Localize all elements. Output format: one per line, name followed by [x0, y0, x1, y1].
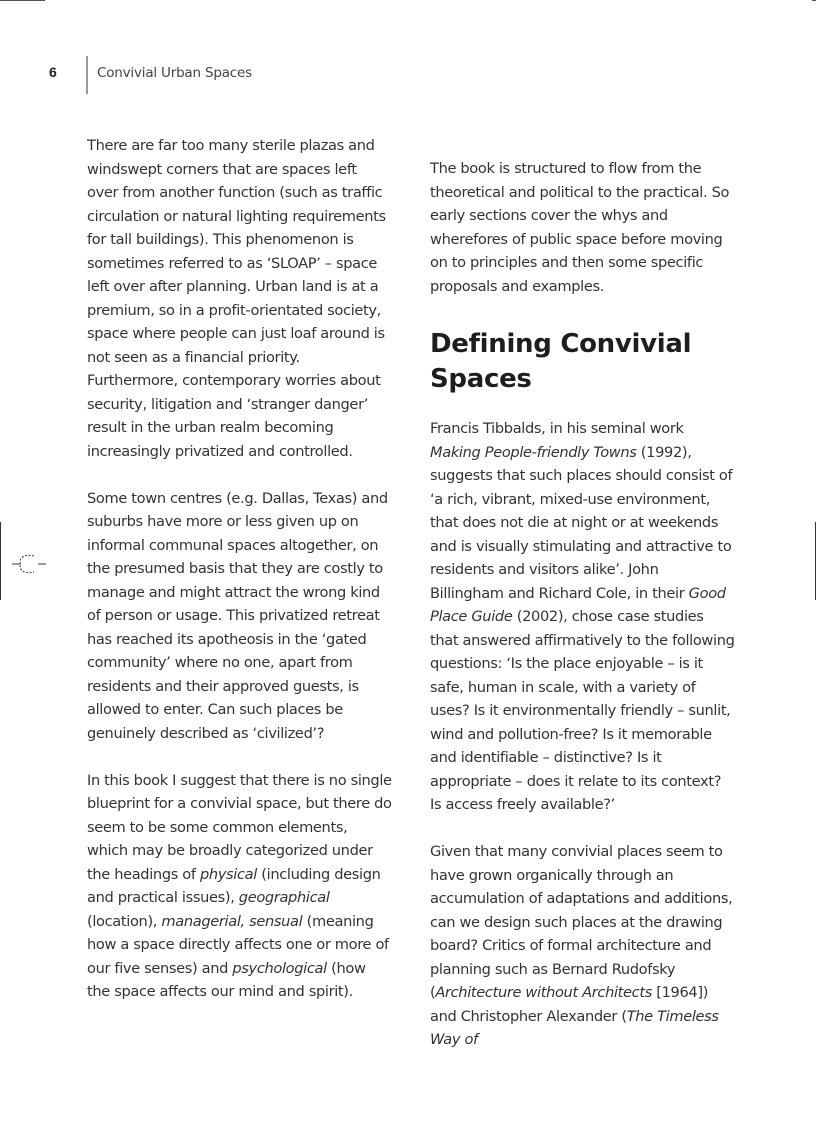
text-run: In this book I suggest that there is no single blueprint for a convivial space, but there do seem to be some common elements, which may be broadly categorized under the headings of [87, 771, 392, 883]
paragraph: There are far too many sterile plazas and windswept corners that are spaces left over from another function (such as traffic circulation or natural lighting requirements for tall buildings). This phenomenon is sometimes referred to as ‘SLOAP’ – space left over after planning. Urban land is at a premium, so in a profit-orientated society, space where people can just loaf around is not seen as a financial priority. Furthermore, contemporary worries about security, litigation and ‘stranger danger’ result in the urban realm becoming increasingly privatized and controlled. [87, 137, 386, 460]
text-run: (meaning how a space directly affects one or more of our five senses) and [87, 912, 389, 977]
paragraph [430, 417, 735, 817]
text-run: (including design and practical issues), [87, 865, 381, 906]
registration-mark-icon [8, 551, 48, 577]
italic-term: geographical [238, 889, 330, 906]
text-run: Given that many convivial places seem to have grown organically through an accumulation of adaptations and additions, can we design such places at the drawing board? Critics of formal architecture and planning such as Bernard Rudofsky ( [430, 843, 733, 1001]
book-title: Architecture without Architects [435, 984, 652, 1001]
italic-term: physical [199, 865, 257, 883]
paragraph [87, 769, 392, 1004]
text-run: (how the space affects our mind and spirit). [87, 959, 366, 1000]
text-run: (2002), chose case studies that answered affirmatively to the following questions: ‘Is the place enjoyable – is it safe, human in scale, with a variety of uses? Is it environmentally friendly – sunlit, wind and pollution-free? Is it memorable and identifiable – distinctive? Is it appropriate – does it relate to its context? Is access freely available?’ [430, 608, 735, 813]
running-title: Convivial Urban Spaces [97, 65, 252, 81]
book-title: The Timeless Way of [430, 1007, 719, 1048]
page-number: 6 [49, 64, 57, 80]
text-run: (1992), suggests that such places should consist of ‘a rich, vibrant, mixed-use environment, that does not die at night or at weekends and is visually stimulating and attractive to residents and visitors alike’. John Billingham and Richard Cole, in their [430, 443, 733, 602]
crop-mark-top-right [812, 0, 816, 2]
right-column [430, 157, 735, 1075]
book-title: Making People-friendly Towns [430, 443, 637, 461]
left-column [87, 134, 392, 1027]
text-run: [1964]) and Christopher Alexander ( [430, 984, 709, 1025]
crop-mark-top-left [0, 0, 45, 3]
italic-term: managerial, sensual [161, 912, 303, 930]
header-divider [86, 56, 88, 94]
edge-mark-left [0, 522, 1, 600]
text-run: Francis Tibbalds, in his seminal work [430, 420, 684, 437]
italic-term: psychological [232, 959, 327, 977]
book-title: Good Place Guide [430, 584, 726, 625]
paragraph: Some town centres (e.g. Dallas, Texas) and suburbs have more or less given up on informal communal spaces altogether, on the presumed basis that they are costly to manage and might attract the wrong kind of person or usage. This privatized retreat has reached its apotheosis in the ‘gated community’ where no one, apart from residents and their approved guests, is allowed to enter. Can such places be genuinely described as ‘civilized’? [87, 489, 388, 742]
paragraph [430, 840, 735, 1052]
text-run: (location), [87, 912, 162, 930]
section-heading: Defining Convivial Spaces [430, 329, 692, 394]
paragraph: The book is structured to flow from the theoretical and political to the practical. So early sections cover the whys and wherefores of public space before moving on to principles and then some specific proposals and examples. [430, 160, 730, 295]
